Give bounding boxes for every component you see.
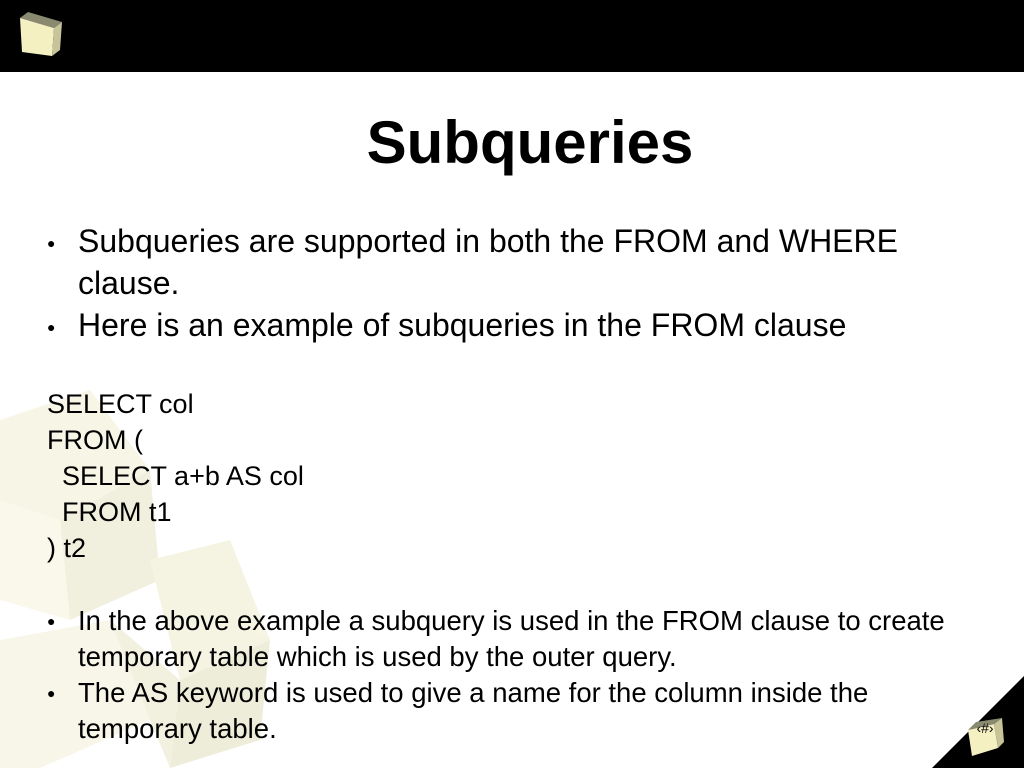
header-bar <box>0 0 1024 72</box>
bullet-item <box>47 603 987 675</box>
sql-code-block <box>47 386 304 566</box>
bullet-text: Subqueries are supported in both the FROM and WHERE clause. <box>78 223 898 301</box>
bullet-item <box>47 675 987 747</box>
code-line: SELECT col <box>47 389 194 419</box>
bullet-item <box>47 220 987 304</box>
cube-icon <box>16 10 64 58</box>
bullet-list-bottom <box>47 603 987 747</box>
bullet-marker: ● <box>47 613 56 629</box>
bullet-list-top <box>47 220 987 346</box>
slide-title: Subqueries <box>366 109 694 176</box>
bullet-text: The AS keyword is used to give a name for the column inside the temporary table. <box>78 677 869 744</box>
bullet-item <box>47 304 987 346</box>
code-line: FROM ( <box>47 425 143 455</box>
slide-number: ‹#› <box>976 720 994 736</box>
code-line: FROM t1 <box>47 497 172 527</box>
bullet-marker: ● <box>47 685 56 701</box>
code-line: SELECT a+b AS col <box>47 461 304 491</box>
bullet-text: In the above example a subquery is used in the FROM clause to create temporary table which is used by the outer query. <box>78 605 945 672</box>
bullet-marker: ● <box>47 235 56 251</box>
bullet-marker: ● <box>47 319 56 335</box>
code-line: ) t2 <box>47 533 87 563</box>
bullet-text: Here is an example of subqueries in the FROM clause <box>78 307 847 343</box>
